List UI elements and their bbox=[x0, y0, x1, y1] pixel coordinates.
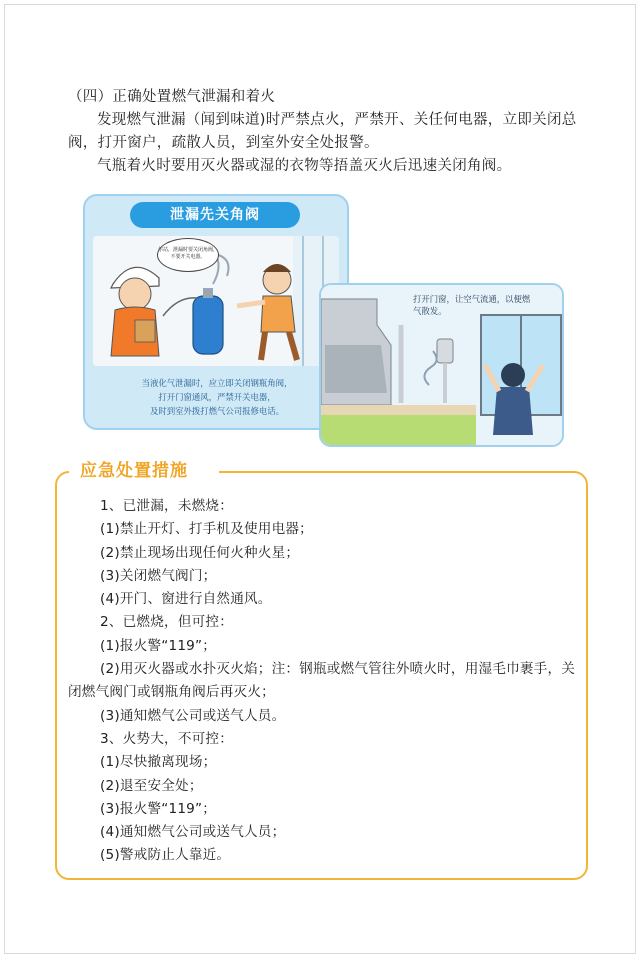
emergency-step: (3)关闭燃气阀门； bbox=[100, 567, 217, 584]
leak-scene bbox=[93, 236, 339, 366]
emergency-step: (2)退至安全处； bbox=[100, 777, 203, 794]
emergency-step: (2)用灭火器或水扑灭火焰；注：钢瓶或燃气管往外喷火时，用湿毛巾裹手，关闭燃气阀门或钢瓶角阀后再灭火； bbox=[68, 661, 576, 701]
emergency-step: (1)报火警“119”； bbox=[100, 637, 217, 654]
illustration-caption: 打开门窗，让空气流通，以便燃气散发。 bbox=[413, 294, 531, 316]
emergency-step: (3)通知燃气公司或送气人员。 bbox=[100, 707, 286, 724]
emergency-step: 3、火势大，不可控： bbox=[100, 730, 233, 747]
paragraph-leak: 发现燃气泄漏（闻到味道)时严禁点火，严禁开、关任何电器，立即关闭总阀，打开窗户，疏散人员，到室外安全处报警。 bbox=[68, 112, 577, 151]
leak-illustration-panel bbox=[83, 194, 349, 430]
caption-line: 打开门窗通风，严禁开关电器， bbox=[158, 392, 276, 402]
emergency-step: (1)尽快撤离现场； bbox=[100, 754, 217, 771]
caption-line: 及时到室外拨打燃气公司报修电话。 bbox=[150, 406, 284, 416]
speech-bubble: 尔站，泄漏时要关闭角阀，不要开关电器。 bbox=[157, 238, 219, 272]
emergency-step: (4)通知燃气公司或送气人员； bbox=[100, 824, 286, 841]
emergency-steps bbox=[68, 495, 578, 868]
emergency-title: 应急处置措施 bbox=[80, 461, 188, 481]
ventilation-illustration-panel bbox=[319, 283, 564, 447]
emergency-step: (3)报火警“119”； bbox=[100, 800, 217, 817]
emergency-step: 2、已燃烧，但可控： bbox=[100, 614, 233, 631]
emergency-step: 1、已泄漏，未燃烧： bbox=[100, 498, 233, 514]
emergency-step: (2)禁止现场出现任何火种火星； bbox=[100, 544, 300, 561]
paragraph-fire: 气瓶着火时要用灭火器或湿的衣物等捂盖灭火后迅速关闭角阀。 bbox=[97, 158, 512, 174]
illustration-caption bbox=[99, 376, 335, 418]
emergency-step: (4)开门、窗进行自然通风。 bbox=[100, 591, 272, 608]
illustration-title: 泄漏先关角阀 bbox=[130, 202, 300, 228]
emergency-step: (1)禁止开灯、打手机及使用电器； bbox=[100, 521, 313, 538]
caption-line: 当液化气泄漏时，应立即关闭钢瓶角阀， bbox=[141, 378, 293, 388]
section-heading: （四）正确处置燃气泄漏和着火 bbox=[68, 89, 276, 105]
emergency-step: (5)警戒防止人靠近。 bbox=[100, 847, 231, 864]
